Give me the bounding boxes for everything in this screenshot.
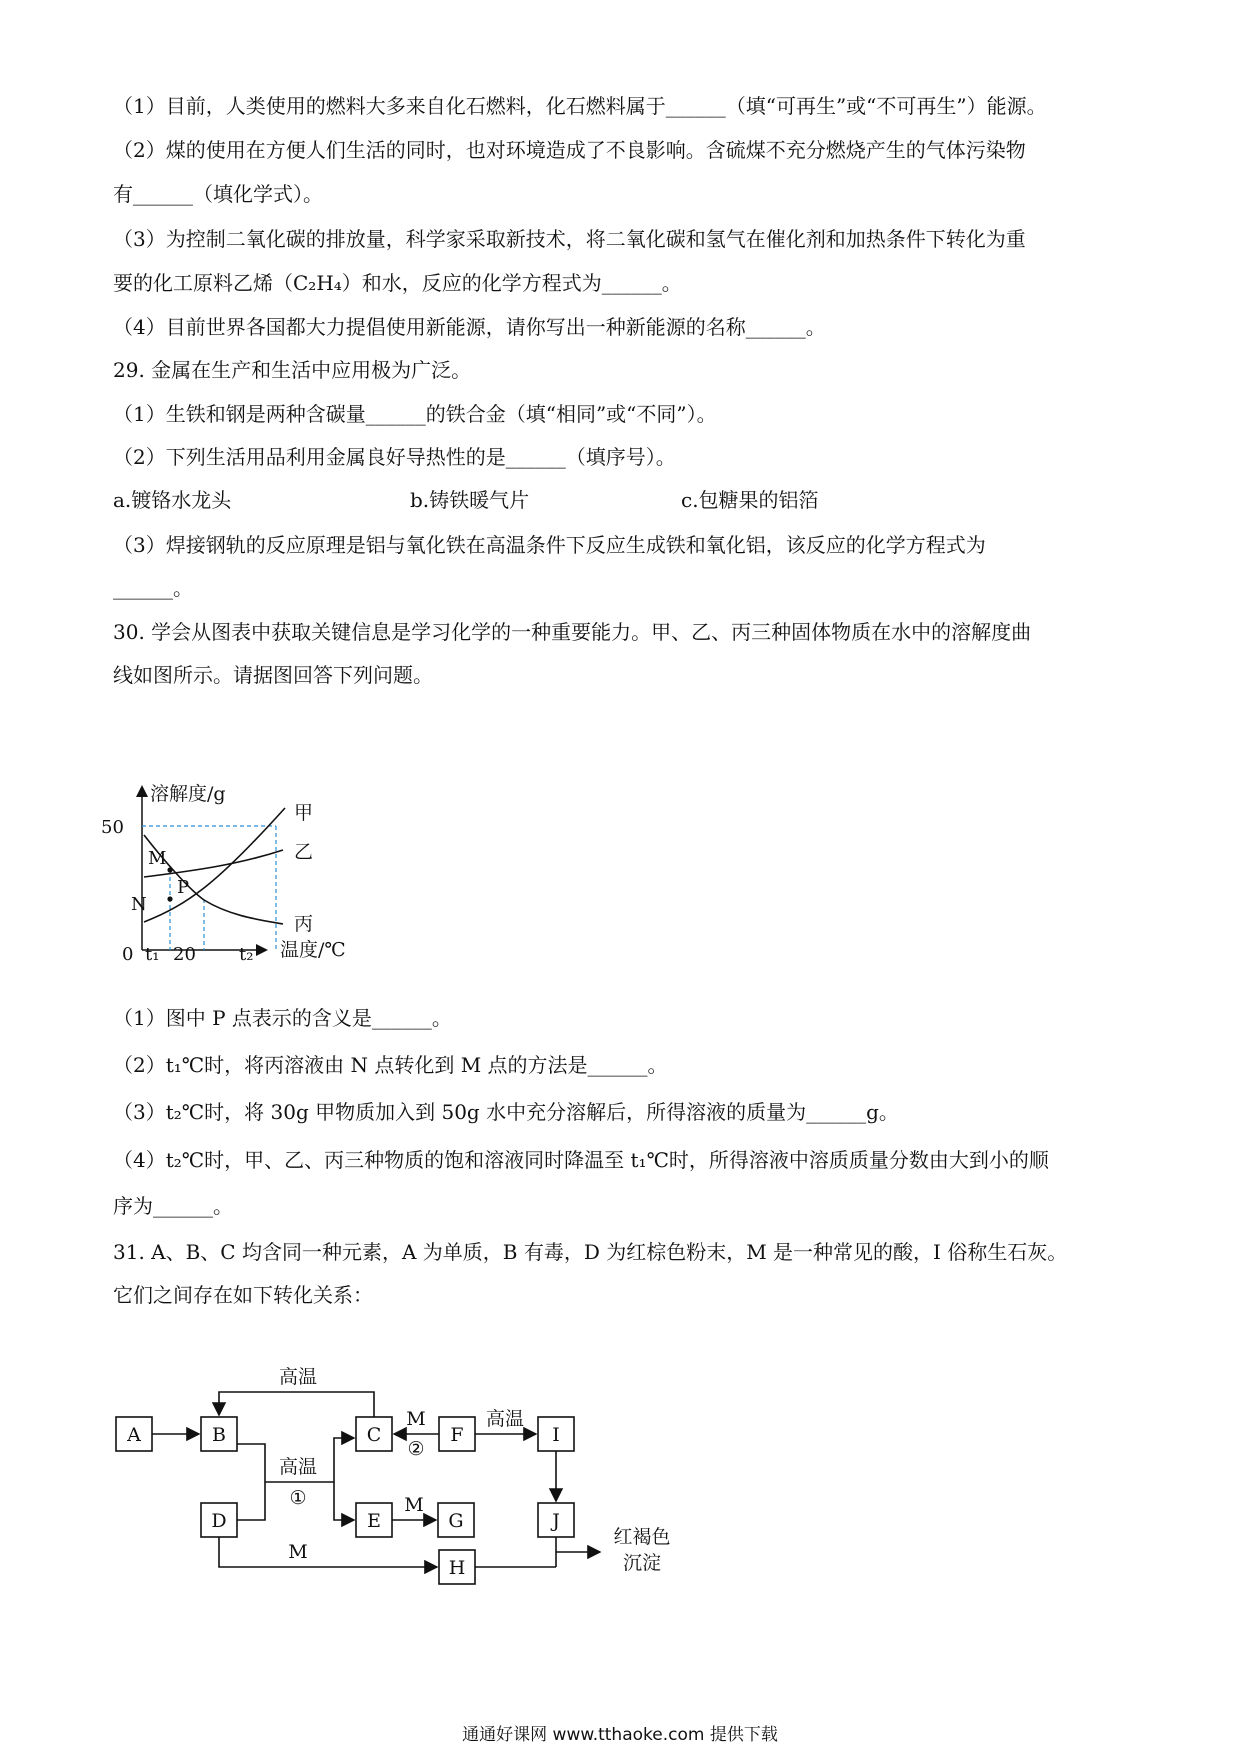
q31-stem-b: 它们之间存在如下转化关系： xyxy=(113,1283,373,1307)
cond-m-fc: M xyxy=(406,1408,426,1430)
box-label-h: H xyxy=(448,1557,466,1579)
conversion-diagram xyxy=(100,1340,720,1610)
q30-sub2: （2）t₁℃时，将丙溶液由 N 点转化到 M 点的方法是______。 xyxy=(113,1053,668,1077)
cond-m-dh: M xyxy=(288,1541,308,1563)
box-label-a: A xyxy=(127,1424,141,1446)
q29-sub1: （1）生铁和钢是两种含碳量______的铁合金（填“相同”或“不同”）。 xyxy=(113,402,717,426)
x-axis-label: 温度/℃ xyxy=(280,939,346,961)
q30-sub3: （3）t₂℃时，将 30g 甲物质加入到 50g 水中充分溶解后，所得溶液的质量为______g。 xyxy=(113,1100,899,1124)
q30-sub4-a: （4）t₂℃时，甲、乙、丙三种物质的饱和溶液同时降温至 t₁℃时，所得溶液中溶质质量分数由大到小的顺 xyxy=(113,1148,1049,1172)
q30-sub1: （1）图中 P 点表示的含义是______。 xyxy=(113,1006,452,1030)
x-tick-t2: t₂ xyxy=(239,944,254,965)
line-d-junction xyxy=(237,1482,265,1520)
point-label-n: N xyxy=(131,894,147,915)
q31-stem-a: 31. A、B、C 均含同一种元素，A 为单质，B 有毒，D 为红棕色粉末，M 是一种常见的酸，I 俗称生石灰。 xyxy=(113,1240,1068,1264)
footer: 通通好课网 www.tthaoke.com 提供下载 xyxy=(462,1725,778,1745)
q30-stem-b: 线如图所示。请据图回答下列问题。 xyxy=(113,663,433,687)
line-b-junction xyxy=(237,1444,265,1482)
box-label-j: J xyxy=(552,1510,560,1532)
q29-options xyxy=(113,486,1013,514)
q28-sub2-a: （2）煤的使用在方便人们生活的同时，也对环境造成了不良影响。含硫煤不充分燃烧产生的气体污染物 xyxy=(113,138,1026,162)
point-label-p: P xyxy=(177,877,190,898)
box-label-g: G xyxy=(448,1510,464,1532)
series-label-bing: 丙 xyxy=(294,913,314,935)
point-n xyxy=(167,896,172,901)
y-tick-50: 50 xyxy=(101,817,124,838)
q28-sub4: （4）目前世界各国都大力提倡使用新能源，请你写出一种新能源的名称______。 xyxy=(113,315,826,339)
q28-sub2-b: 有______（填化学式）。 xyxy=(113,182,323,206)
q29-sub3-a: （3）焊接钢轨的反应原理是铝与氧化铁在高温条件下反应生成铁和氧化铝，该反应的化学方程式为 xyxy=(113,533,986,557)
cond-gaowen-top: 高温 xyxy=(278,1366,318,1388)
q30-sub4-b: 序为______。 xyxy=(113,1194,233,1218)
q29-stem: 29. 金属在生产和生活中应用极为广泛。 xyxy=(113,358,472,382)
cond-circle-2: ② xyxy=(407,1438,425,1460)
x-tick-20: 20 xyxy=(173,944,196,965)
cond-gaowen-fi: 高温 xyxy=(485,1408,525,1430)
x-tick-t1: t₁ xyxy=(145,944,160,965)
q29-sub3-b: ______。 xyxy=(113,576,193,600)
option-b: b.铸铁暖气片 xyxy=(410,488,530,512)
product-label-1: 红褐色 xyxy=(613,1526,671,1548)
box-label-e: E xyxy=(367,1510,381,1532)
product-label-2: 沉淀 xyxy=(622,1552,662,1574)
box-label-c: C xyxy=(366,1424,382,1446)
q30-stem-a: 30. 学会从图表中获取关键信息是学习化学的一种重要能力。甲、乙、丙三种固体物质在水中的溶解度曲 xyxy=(113,620,1032,644)
arrow-c-b xyxy=(219,1392,374,1417)
q28-sub1: （1）目前，人类使用的燃料大多来自化石燃料，化石燃料属于______（填“可再生”或“不可再生”）能源。 xyxy=(113,94,1047,118)
arrow-junction-e xyxy=(334,1482,354,1520)
series-label-yi: 乙 xyxy=(294,841,314,863)
point-label-m: M xyxy=(148,848,167,869)
cond-circle-1: ① xyxy=(289,1487,307,1509)
q28-sub3-b: 要的化工原料乙烯（C₂H₄）和水，反应的化学方程式为______。 xyxy=(113,271,682,295)
box-label-i: I xyxy=(552,1424,560,1446)
solubility-chart xyxy=(100,780,380,1000)
option-c: c.包糖果的铝箔 xyxy=(681,488,819,512)
series-label-jia: 甲 xyxy=(294,802,314,824)
arrow-d-h xyxy=(219,1537,437,1567)
q29-sub2: （2）下列生活用品利用金属良好导热性的是______（填序号）。 xyxy=(113,445,676,469)
box-label-b: B xyxy=(212,1424,226,1446)
y-axis-label: 溶解度/g xyxy=(150,783,226,805)
arrow-junction-c xyxy=(334,1438,354,1482)
option-a: a.镀铬水龙头 xyxy=(113,488,232,512)
box-label-f: F xyxy=(450,1424,464,1446)
cond-gaowen-mid: 高温 xyxy=(278,1456,318,1478)
cond-m-eg: M xyxy=(404,1494,424,1516)
x-tick-0: 0 xyxy=(122,944,134,965)
q28-sub3-a: （3）为控制二氧化碳的排放量，科学家采取新技术，将二氧化碳和氢气在催化剂和加热条件下转化为重 xyxy=(113,227,1026,251)
point-m xyxy=(167,867,172,872)
box-label-d: D xyxy=(211,1510,227,1532)
